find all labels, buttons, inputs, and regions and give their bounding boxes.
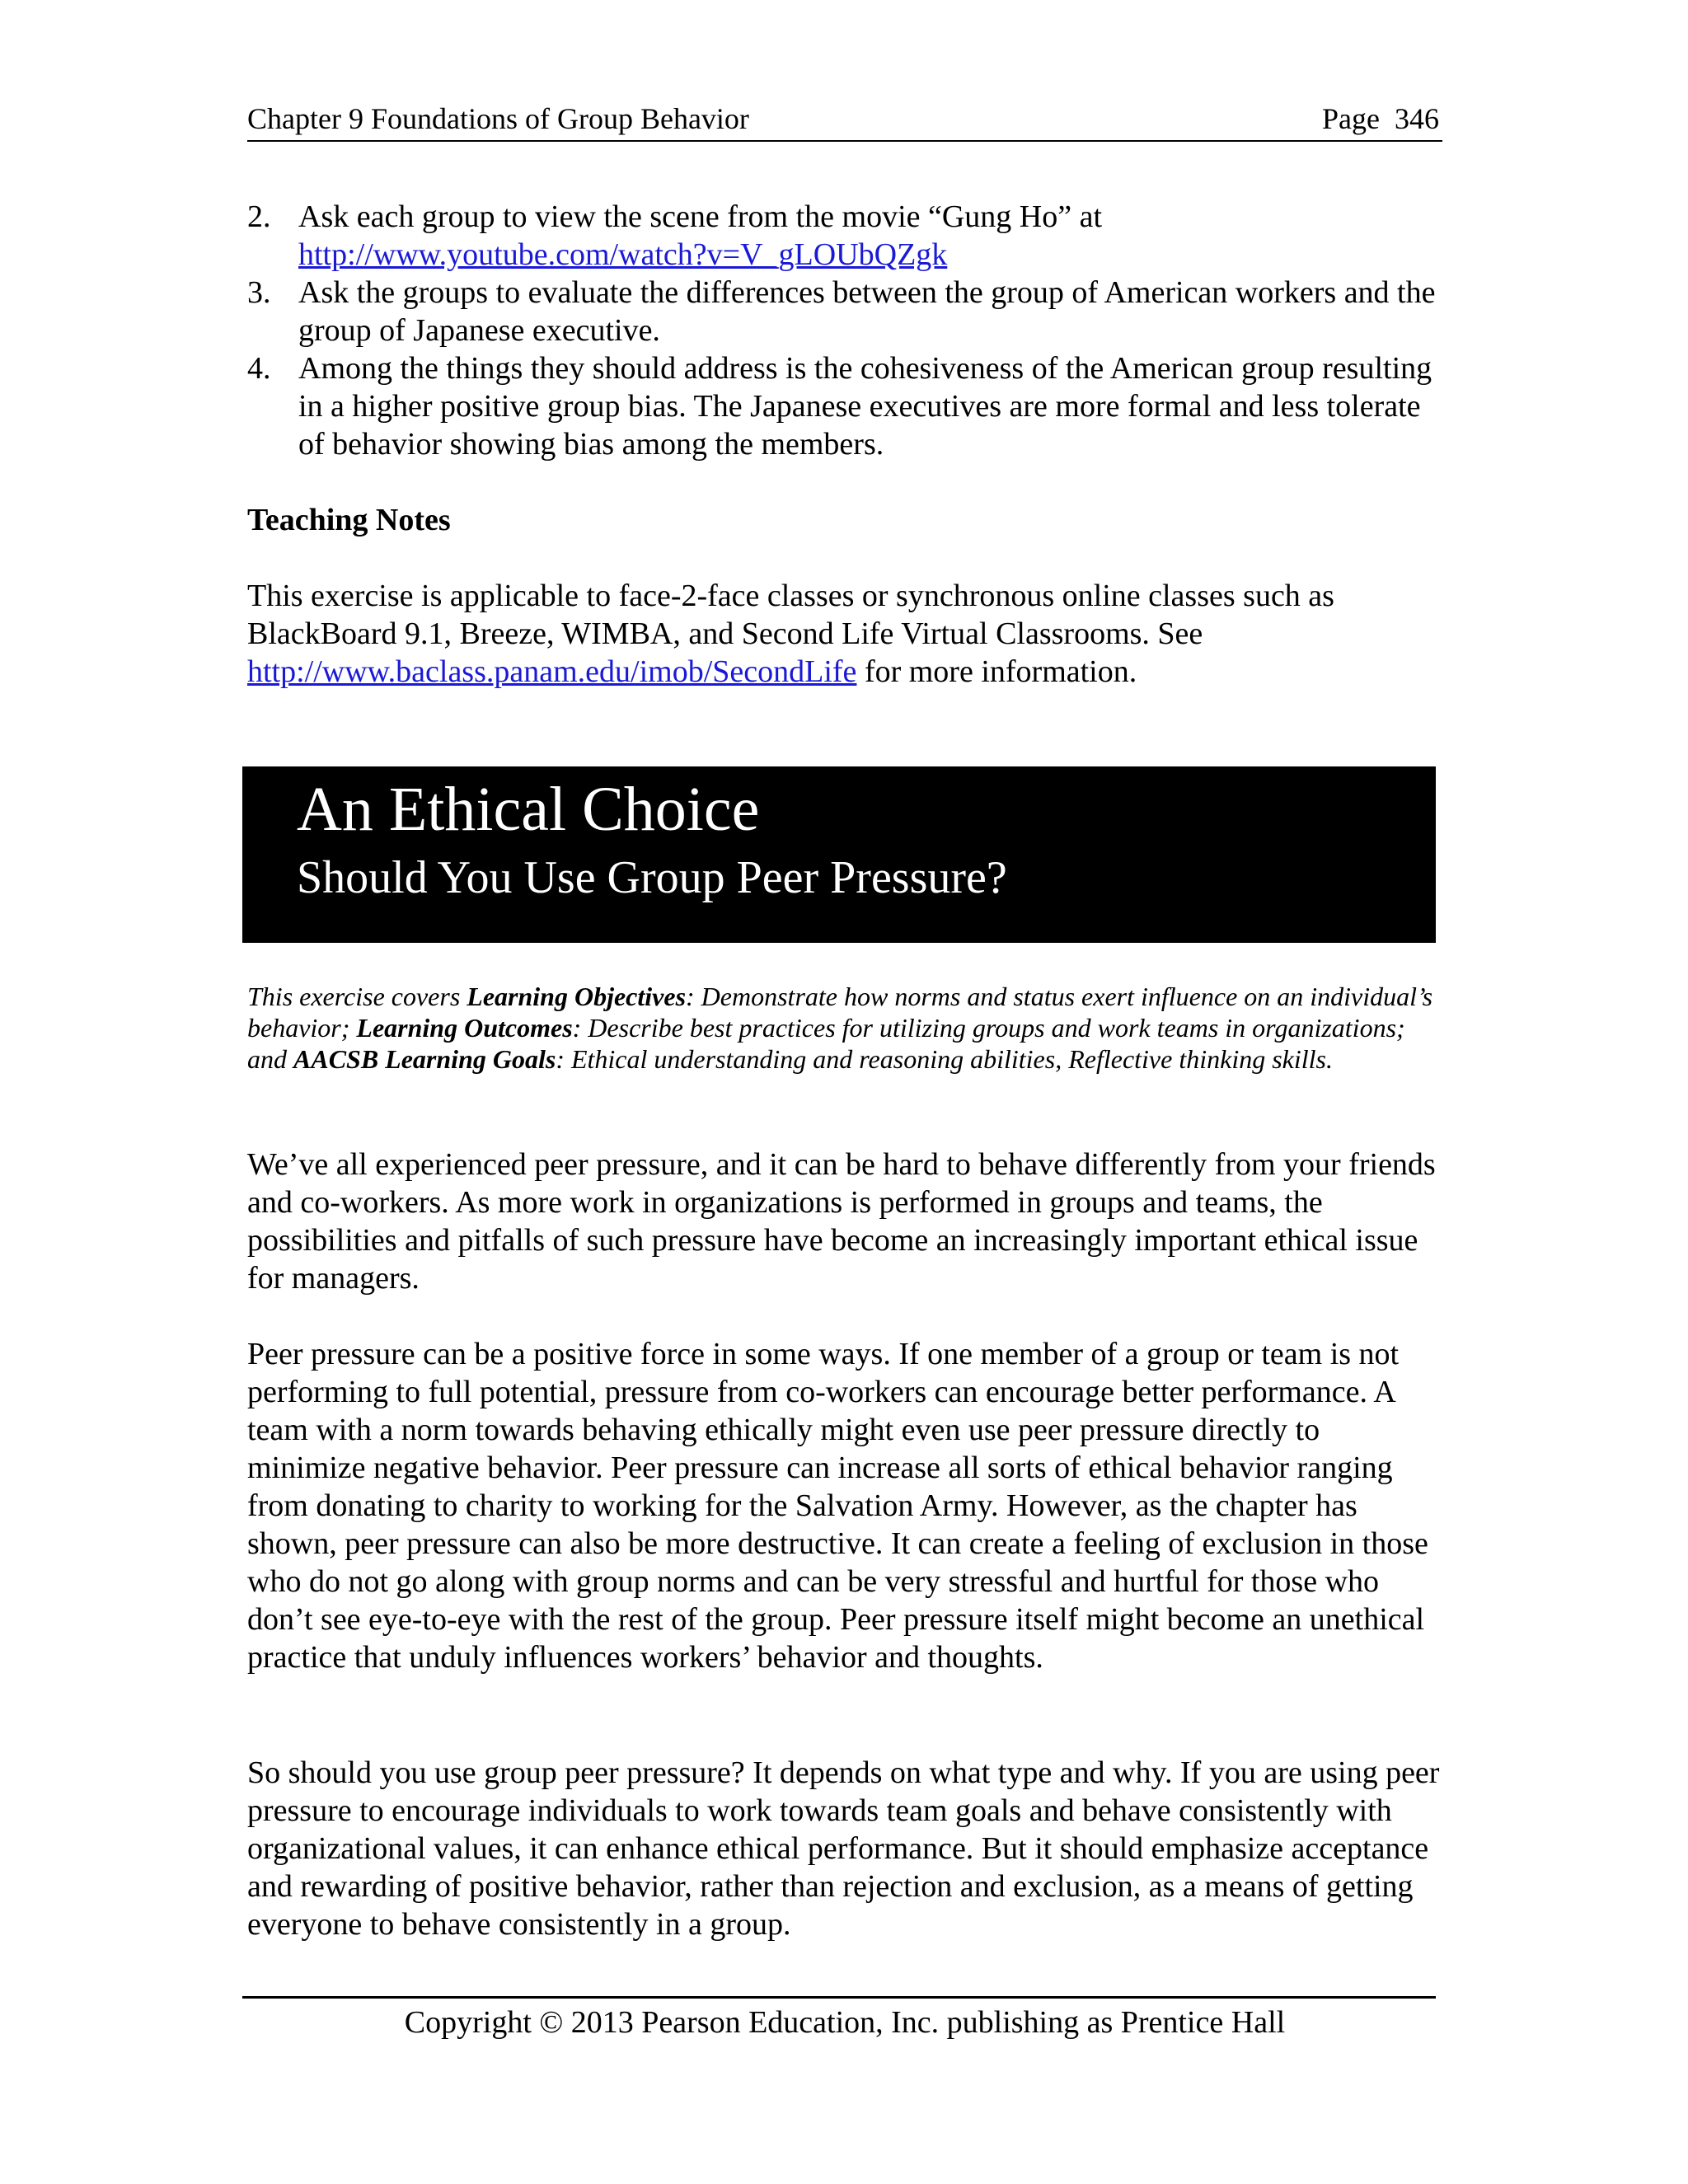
footer-divider xyxy=(242,1996,1436,1999)
ethical-choice-banner xyxy=(242,766,1436,943)
body-paragraph-1: We’ve all experienced peer pressure, and it can be hard to behave differently from your friends and co-workers. As more work in organizations is performed in groups and teams, the possibilities and pitfalls of such pressure have become an increasingly important ethical issue for managers. xyxy=(247,1147,1436,1296)
list-item xyxy=(247,274,1442,349)
teaching-notes-paragraph xyxy=(247,577,1442,691)
chapter-title: Chapter 9 Foundations of Group Behavior xyxy=(247,102,749,135)
copyright-footer: Copyright © 2013 Pearson Education, Inc. publishing as Prentice Hall xyxy=(404,2005,1286,2040)
list-item-text: Ask each group to view the scene from the movie “Gung Ho” at xyxy=(298,199,1103,234)
learning-objectives-note xyxy=(247,981,1442,1075)
list-item-text: Ask the groups to evaluate the differences between the group of American workers and the group of Japanese executive. xyxy=(298,275,1436,348)
secondlife-link[interactable]: http://www.baclass.panam.edu/imob/SecondLife xyxy=(247,654,857,689)
banner-subtitle: Should You Use Group Peer Pressure? xyxy=(297,852,1007,903)
objectives-text: : Ethical understanding and reasoning abilities, Reflective thinking skills. xyxy=(556,1044,1333,1074)
objectives-bold-learning-objectives: Learning Objectives xyxy=(467,982,687,1011)
page-label: Page xyxy=(1322,102,1380,135)
page-number: 346 xyxy=(1395,102,1439,135)
list-item-text: Among the things they should address is the cohesiveness of the American group resulting in a higher positive group bias. The Japanese executives are more formal and less tolerate of behavior showing bias among the members. xyxy=(298,351,1432,462)
teaching-notes-text-after: for more information. xyxy=(856,654,1137,689)
body-paragraph-2: Peer pressure can be a positive force in some ways. If one member of a group or team is not performing to full potential, pressure from co-workers can encourage better performance. A team with a norm towards behaving ethically might even use peer pressure directly to minimize negative behavior. Peer pressure can increase all sorts of ethical behavior ranging from donating to charity to working for the Salvation Army. However, as the chapter has shown, peer pressure can also be more destructive. It can create a feeling of exclusion in those who do not go along with group norms and can be very stressful and hurtful for those who don’t see eye-to-eye with the rest of the group. Peer pressure itself might become an unethical practice that unduly influences workers’ behavior and thoughts. xyxy=(247,1337,1428,1675)
objectives-bold-learning-outcomes: Learning Outcomes xyxy=(356,1013,573,1043)
list-item xyxy=(247,349,1442,463)
list-item-number: 2. xyxy=(247,199,271,234)
list-item-number: 3. xyxy=(247,275,271,310)
teaching-notes-text: This exercise is applicable to face-2-face classes or synchronous online classes such as BlackBoard 9.1, Breeze, WIMBA, and Second Life Virtual Classrooms. See xyxy=(247,579,1334,651)
youtube-link[interactable]: http://www.youtube.com/watch?v=V_gLOUbQZgk xyxy=(298,237,948,272)
list-item xyxy=(247,198,1442,274)
list-item-number: 4. xyxy=(247,351,271,386)
page-indicator xyxy=(1322,97,1439,140)
steps-list xyxy=(247,198,1442,463)
objectives-text: : Demonstrate how norms and status exert influence on an individual’s behavior; xyxy=(247,982,1433,1043)
objectives-text: This exercise covers xyxy=(247,982,467,1011)
page-header xyxy=(247,97,1442,142)
teaching-notes-heading: Teaching Notes xyxy=(247,503,451,537)
document-page xyxy=(247,0,1442,2184)
objectives-bold-aacsb-goals: AACSB Learning Goals xyxy=(293,1044,556,1074)
objectives-text: : Describe best practices for utilizing groups and work teams in organizations; and xyxy=(247,1013,1405,1074)
banner-title: An Ethical Choice xyxy=(297,775,760,844)
body-paragraph-3: So should you use group peer pressure? It depends on what type and why. If you are using peer pressure to encourage individuals to work towards team goals and behave consistently with organizational values, it can enhance ethical performance. But it should emphasize acceptance and rewarding of positive behavior, rather than rejection and exclusion, as a means of getting everyone to behave consistently in a group. xyxy=(247,1755,1440,1942)
